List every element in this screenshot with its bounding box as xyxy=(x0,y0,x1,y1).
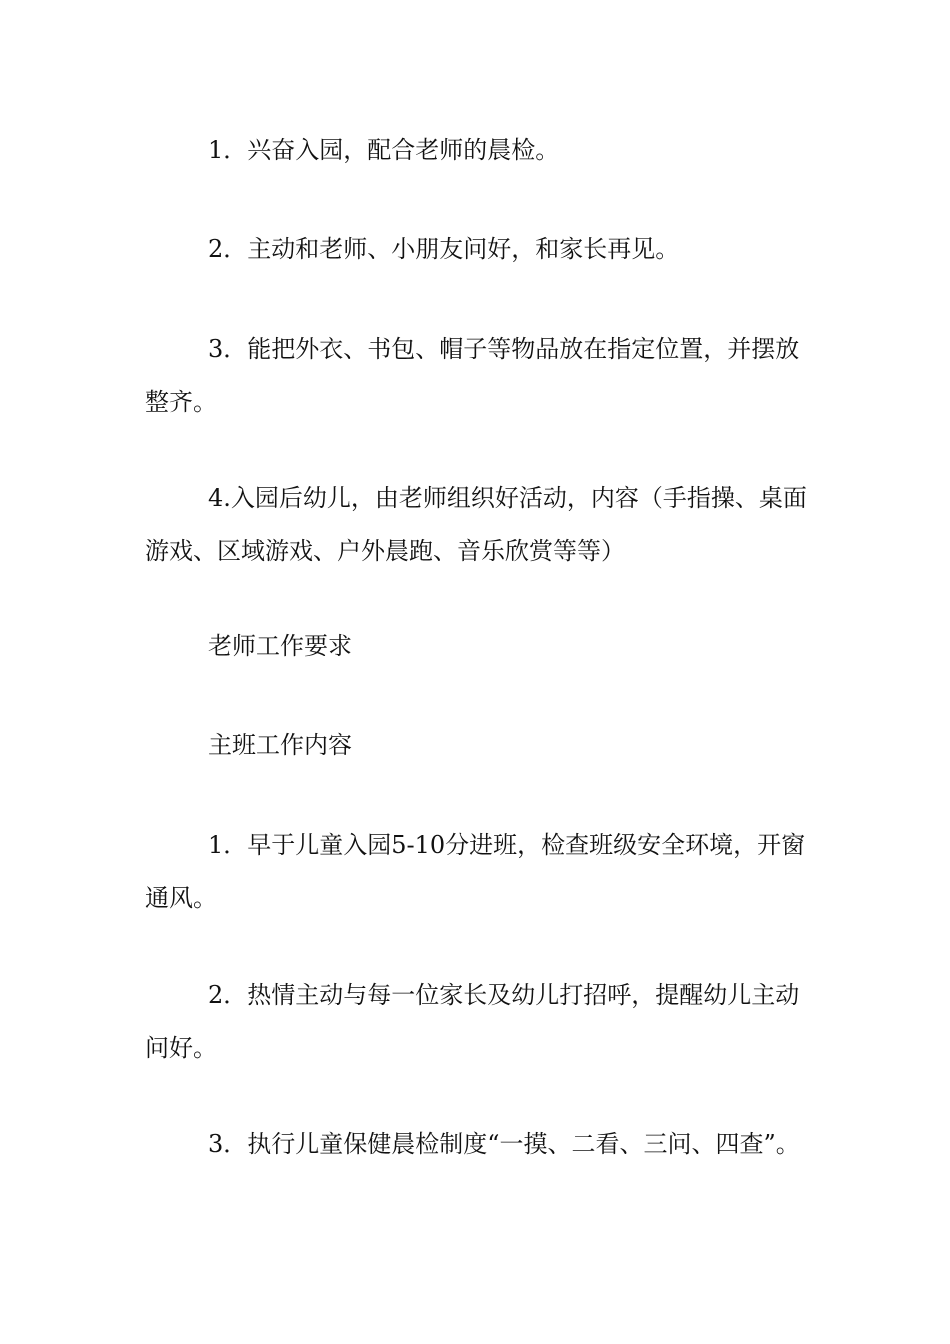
paragraph-belongings: 3．能把外衣、书包、帽子等物品放在指定位置，并摆放整齐。 xyxy=(145,335,800,416)
paragraph-arrival-greeting: 1．兴奋入园，配合老师的晨检。 xyxy=(208,136,560,164)
paragraph-early-arrival: 1．早于儿童入园5-10分进班，检查班级安全环境，开窗通风。 xyxy=(145,831,806,912)
paragraph-activities: 4.入园后幼儿，由老师组织好活动，内容（手指操、桌面游戏、区域游戏、户外晨跑、音乐欣赏等等） xyxy=(145,484,807,565)
section-heading-head-teacher-duties: 主班工作内容 xyxy=(208,731,352,759)
paragraph-greet-parents: 2．热情主动与每一位家长及幼儿打招呼，提醒幼儿主动问好。 xyxy=(145,981,800,1062)
paragraph-health-check: 3．执行儿童保健晨检制度“一摸、二看、三问、四查”。 xyxy=(208,1130,800,1158)
section-heading-teacher-requirements: 老师工作要求 xyxy=(208,632,352,660)
paragraph-say-hello: 2．主动和老师、小朋友问好，和家长再见。 xyxy=(208,235,680,263)
